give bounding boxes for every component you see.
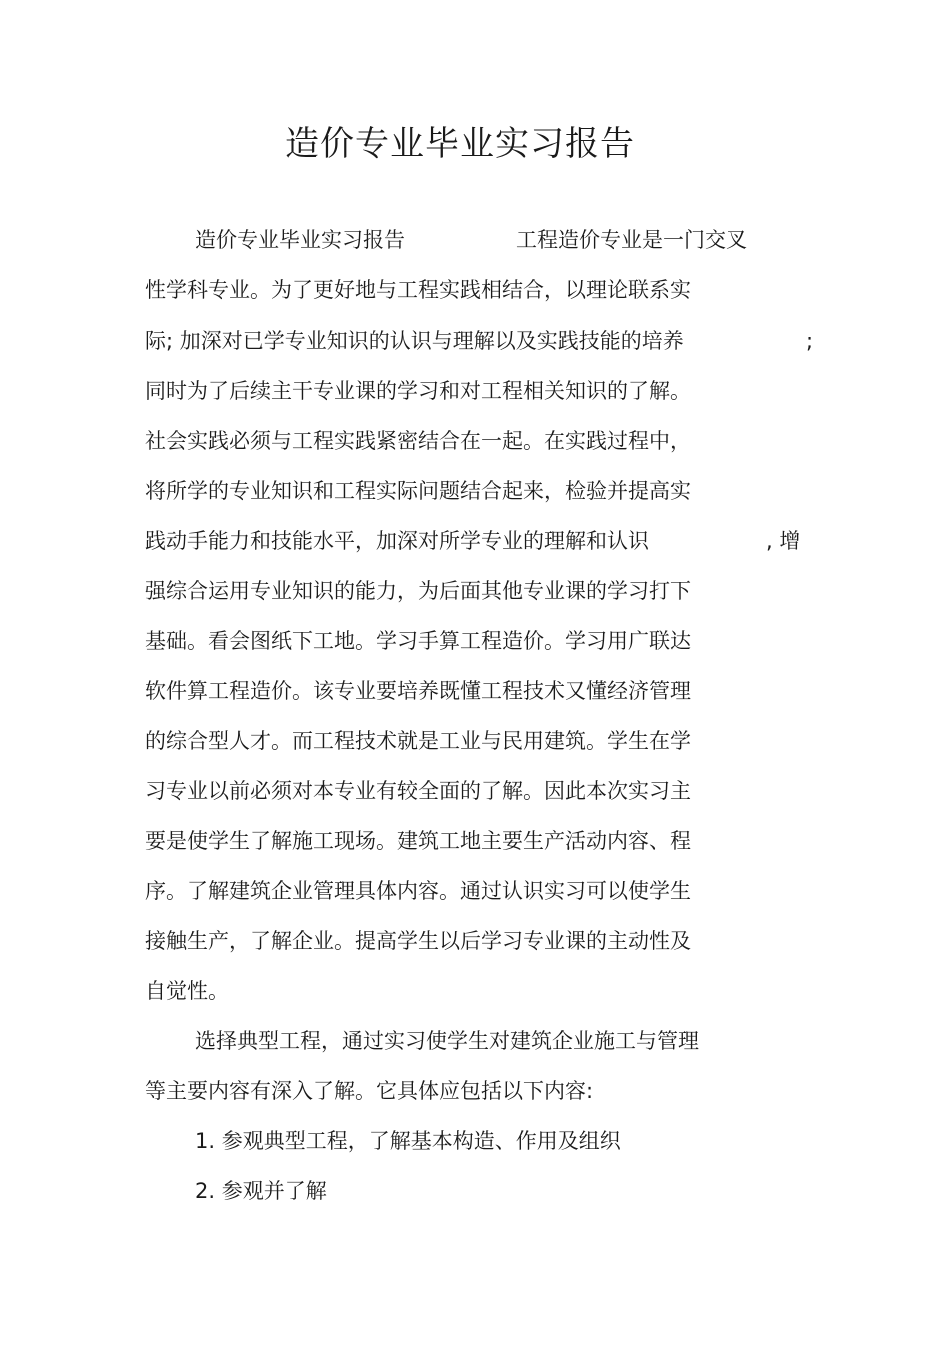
paragraph-line: 际; 加深对已学专业知识的认识与理解以及实践技能的培养 [145, 329, 684, 353]
paragraph-line: , 增 [766, 529, 801, 553]
paragraph-line: 接触生产，了解企业。提高学生以后学习专业课的主动性及 [145, 929, 691, 953]
paragraph-line: 要是使学生了解施工现场。建筑工地主要生产活动内容、程 [145, 829, 691, 853]
paragraph-line: 工程造价专业是一门交叉 [516, 228, 747, 252]
paragraph-line: 序。了解建筑企业管理具体内容。通过认识实习可以使学生 [145, 879, 691, 903]
paragraph-line: 等主要内容有深入了解。它具体应包括以下内容: [145, 1079, 594, 1103]
paragraph-line: 习专业以前必须对本专业有较全面的了解。因此本次实习主 [145, 779, 691, 803]
paragraph-line: 将所学的专业知识和工程实际问题结合起来，检验并提高实 [145, 479, 691, 503]
paragraph-line: 软件算工程造价。该专业要培养既懂工程技术又懂经济管理 [145, 679, 691, 703]
paragraph-line: ; [806, 329, 814, 353]
paragraph-line: 践动手能力和技能水平，加深对所学专业的理解和认识 [145, 529, 649, 553]
list-item: 2. 参观并了解 [195, 1179, 327, 1203]
list-item: 1. 参观典型工程，了解基本构造、作用及组织 [195, 1129, 621, 1153]
paragraph-line: 造价专业毕业实习报告 [195, 228, 405, 252]
paragraph-line: 自觉性。 [145, 979, 229, 1003]
paragraph-line: 强综合运用专业知识的能力，为后面其他专业课的学习打下 [145, 579, 691, 603]
paragraph-line: 的综合型人才。而工程技术就是工业与民用建筑。学生在学 [145, 729, 691, 753]
paragraph-line: 选择典型工程，通过实习使学生对建筑企业施工与管理 [195, 1029, 699, 1053]
paragraph-line: 基础。看会图纸下工地。学习手算工程造价。学习用广联达 [145, 629, 691, 653]
document-title: 造价专业毕业实习报告 [285, 124, 635, 164]
paragraph-line: 性学科专业。为了更好地与工程实践相结合，以理论联系实 [145, 278, 691, 302]
paragraph-line: 同时为了后续主干专业课的学习和对工程相关知识的了解。 [145, 379, 691, 403]
paragraph-line: 社会实践必须与工程实践紧密结合在一起。在实践过程中， [145, 429, 691, 453]
